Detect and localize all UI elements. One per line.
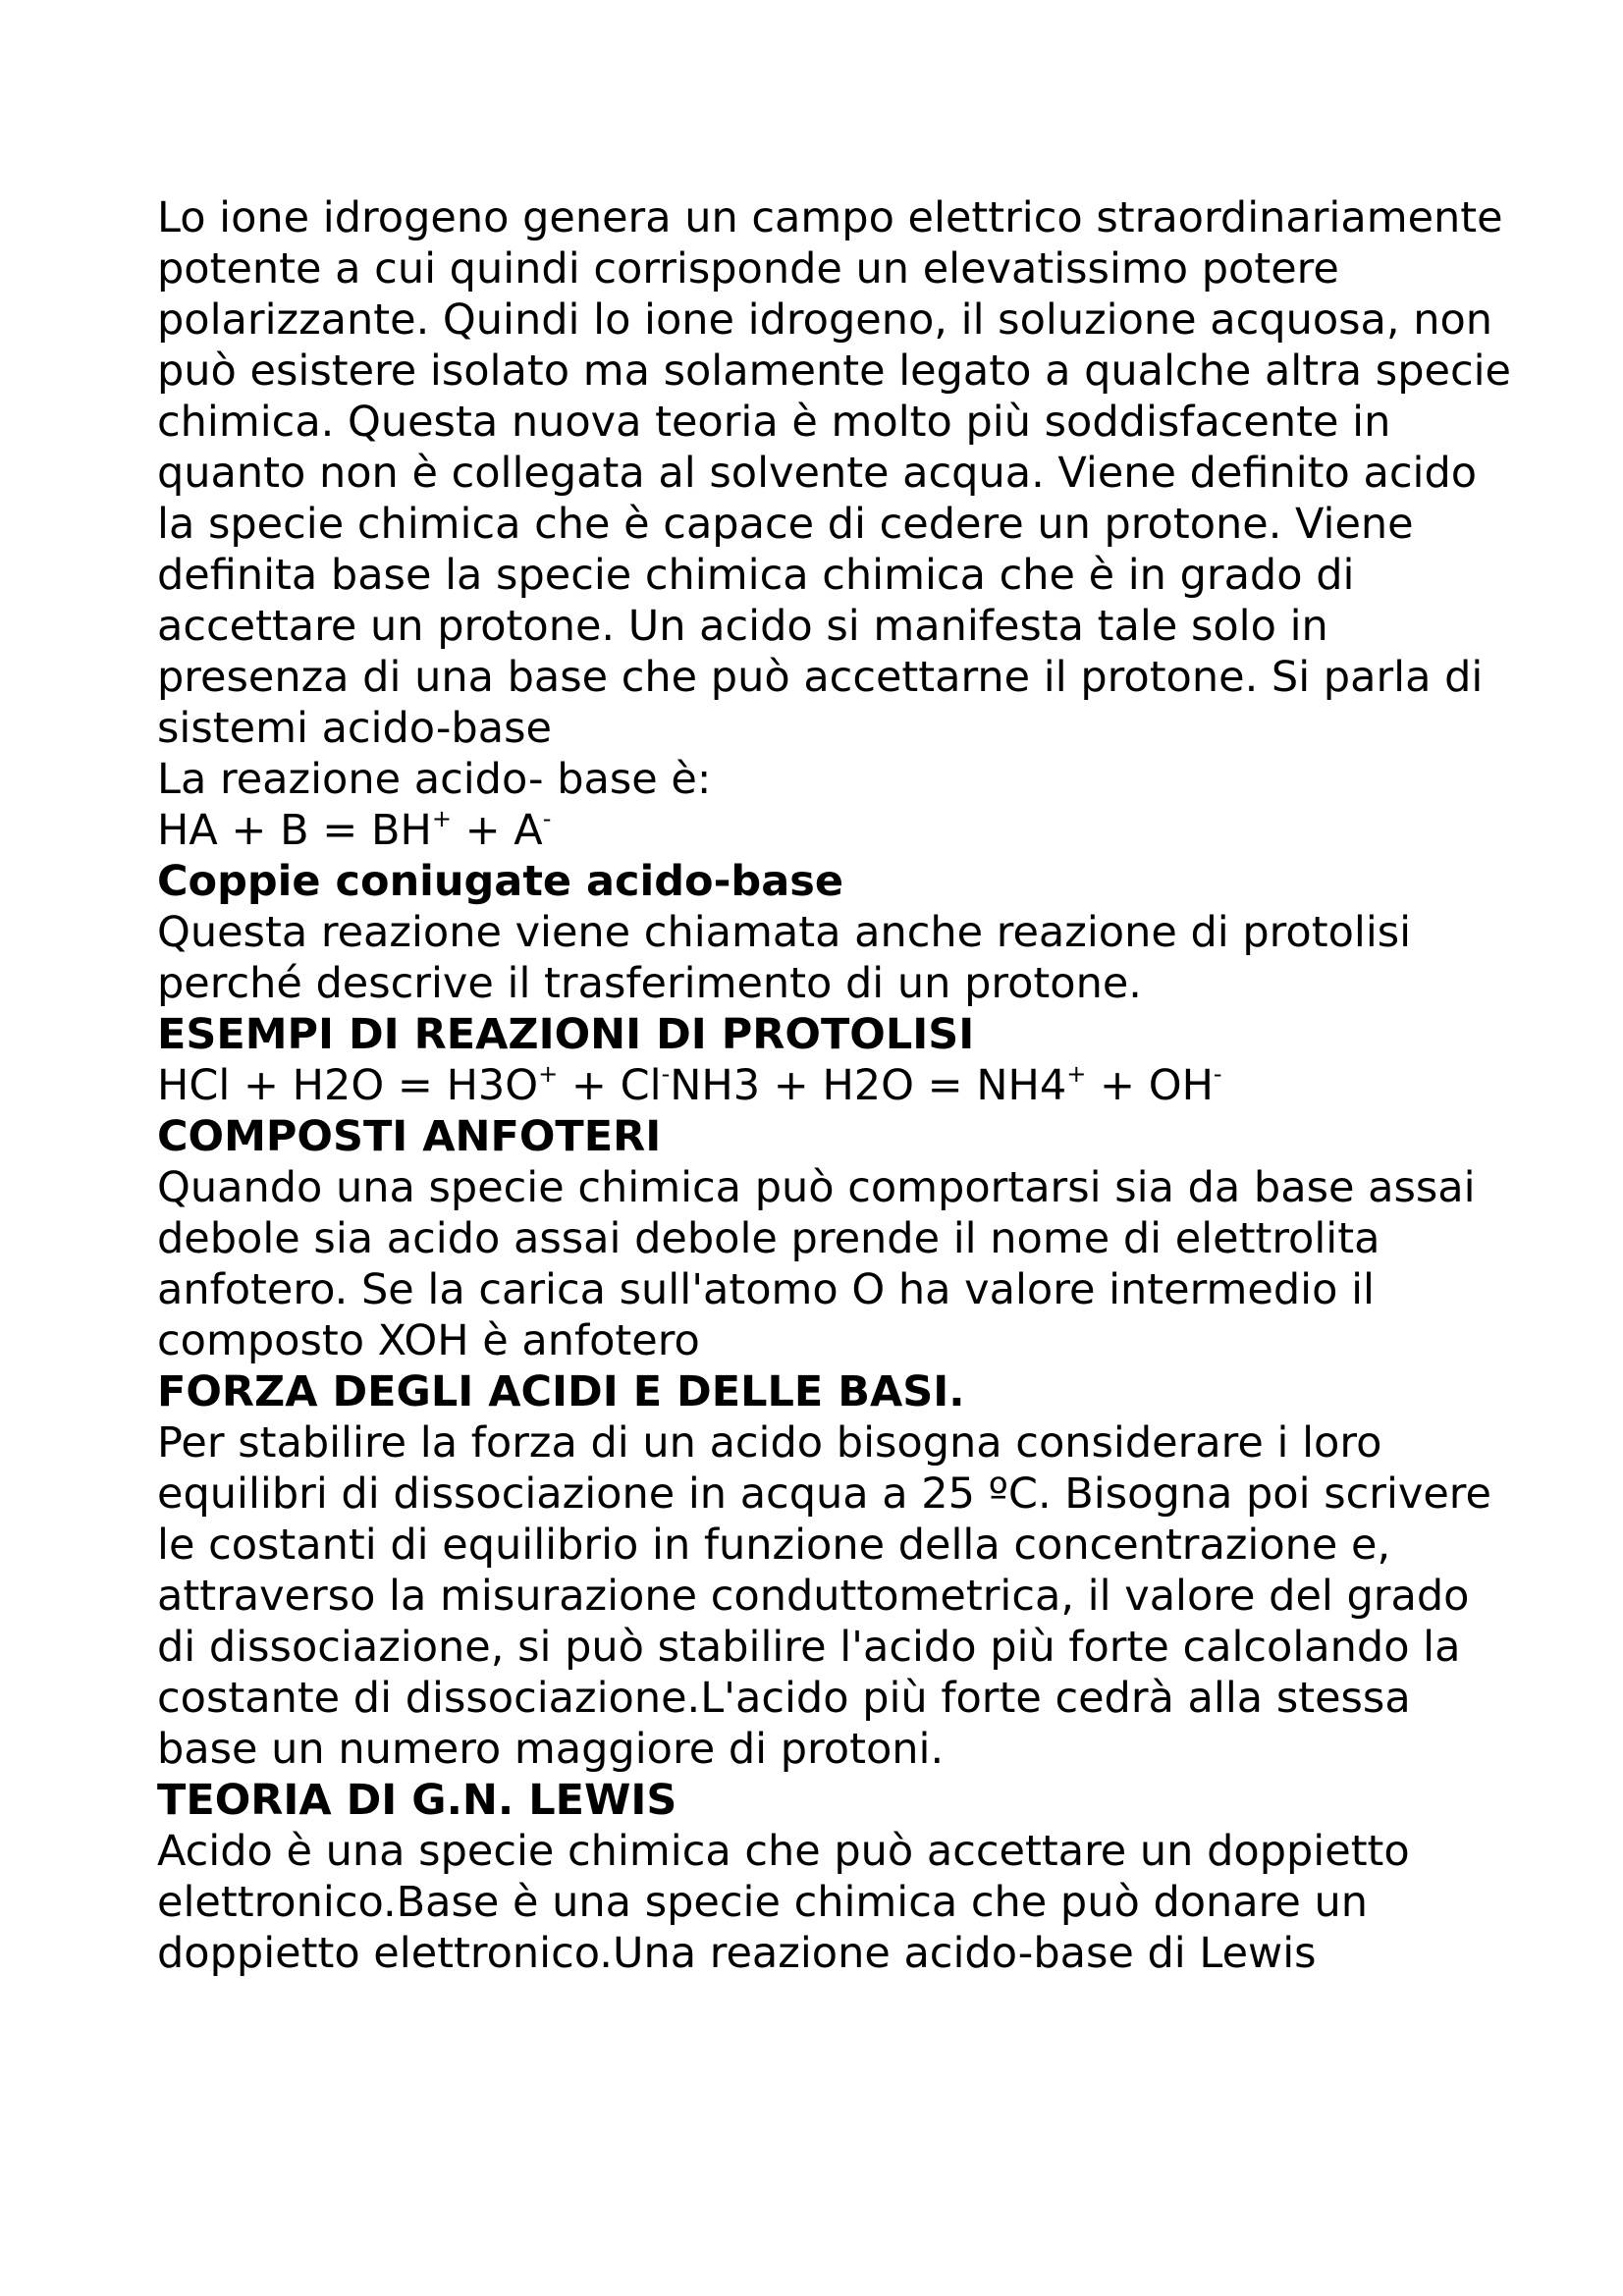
- heading-acid-strength: FORZA DEGLI ACIDI E DELLE BASI.: [157, 1367, 965, 1416]
- lewis-paragraph: Acido è una specie chimica che può accettare un doppietto elettronico.Base è una specie chimica che può donare un doppietto elettronico.Una reazione acido-base di Lewis: [157, 1827, 1410, 1978]
- equation-part: HA + B = BH: [157, 806, 432, 855]
- protolysis-examples: [157, 1060, 1512, 1111]
- heading-amphoteric: COMPOSTI ANFOTERI: [157, 1112, 662, 1161]
- equation-charge: +: [538, 1060, 559, 1088]
- reaction-intro: La reazione acido- base è:: [157, 755, 712, 804]
- equation-charge: -: [542, 805, 552, 832]
- equation-part: NH3 + H2O = NH4: [670, 1061, 1067, 1110]
- equation-part: + OH: [1086, 1061, 1214, 1110]
- intro-paragraph: Lo ione idrogeno genera un campo elettrico straordinariamente potente a cui quindi corrisponde un elevatissimo potere polarizzante. Quindi lo ione idrogeno, il soluzione acquosa, non può esistere isolato ma solamente legato a qualche altra specie chimica. Questa nuova teoria è molto più soddisfacente in quanto non è collegata al solvente acqua. Viene definito acido la specie chimica che è capace di cedere un protone. Viene definita base la specie chimica chimica che è in grado di accettare un protone. Un acido si manifesta tale solo in presenza di una base che può accettarne il protone. Si parla di sistemi acido-base: [157, 193, 1512, 753]
- reaction-equation: [157, 805, 1512, 856]
- equation-part: + Cl: [558, 1061, 662, 1110]
- equation-charge: -: [1213, 1060, 1222, 1088]
- equation-part: HCl + H2O = H3O: [157, 1061, 539, 1110]
- amphoteric-paragraph: Quando una specie chimica può comportarsi sia da base assai debole sia acido assai debole prende il nome di elettrolita anfotero. Se la carica sull'atomo O ha valore intermedio il composto XOH è anfotero: [157, 1163, 1476, 1365]
- equation-charge: +: [431, 805, 452, 832]
- heading-lewis: TEORIA DI G.N. LEWIS: [157, 1776, 677, 1825]
- acid-strength-paragraph: Per stabilire la forza di un acido bisogna considerare i loro equilibri di dissociazione in acqua a 25 ºC. Bisogna poi scrivere le costanti di equilibrio in funzione della concentrazione e, attraverso la misurazione conduttometrica, il valore del grado di dissociazione, si può stabilire l'acido più forte calcolando la costante di dissociazione.L'acido più forte cedrà alla stessa base un numero maggiore di protoni.: [157, 1418, 1491, 1774]
- heading-conjugate-pairs: Coppie coniugate acido-base: [157, 857, 843, 906]
- equation-charge: -: [661, 1060, 671, 1088]
- document-body: [157, 192, 1512, 1979]
- protolysis-paragraph: Questa reazione viene chiamata anche reazione di protolisi perché descrive il trasferimento di un protone.: [157, 908, 1412, 1008]
- equation-charge: +: [1066, 1060, 1087, 1088]
- heading-protolysis-examples: ESEMPI DI REAZIONI DI PROTOLISI: [157, 1010, 975, 1059]
- equation-part: + A: [451, 806, 543, 855]
